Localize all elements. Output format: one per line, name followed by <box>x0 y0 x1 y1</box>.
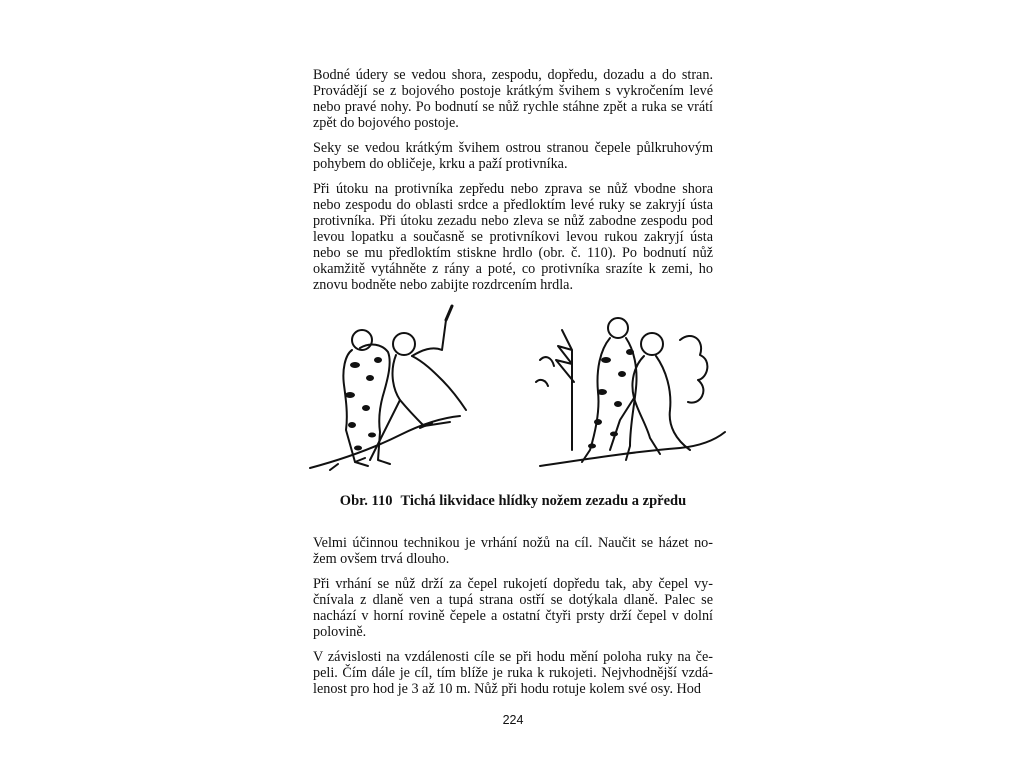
paragraph: Velmi účinnou technikou je vrhání nožů na cíl. Naučit se házet no-žem ovšem trvá dlouho. <box>313 535 713 567</box>
figure-title: Tichá likvidace hlídky nožem zezadu a zpředu <box>400 493 687 509</box>
illustration-figure-110 <box>300 300 730 480</box>
paragraph: Bodné údery se vedou shora, zespodu, dopředu, dozadu a do stran. Provádějí se z bojového postoje krátkým švihem s vykročením levé nebo pravé nohy. Po bodnutí se nůž rychle stáhne zpět a ruka se vrátí zpět do bojového postoje. <box>313 67 713 131</box>
text-block-top <box>313 67 713 302</box>
figure-caption <box>313 493 713 510</box>
paragraph: Při útoku na protivníka zepředu nebo zprava se nůž vbodne shora nebo zespodu do oblasti srdce a předloktím levé ruky se zakryjí ústa protivníka. Při útoku zezadu nebo zleva se nůž zabodne zespodu pod levou lopatku a současně se protivníkovi levou rukou zakryjí ústa nebo se mu předloktím stiskne hrdlo (obr. č. 110). Po bodnutí nůž okamžitě vytáhněte z rány a poté, co protivníka srazíte k zemi, ho znovu bodněte nebo zabijte rozdrcením hrdla. <box>313 181 713 293</box>
text-block-bottom <box>313 535 713 706</box>
knife-attack-illustration <box>300 300 730 480</box>
paragraph: Při vrhání se nůž drží za čepel rukojetí dopředu tak, aby čepel vy-čnívala z dlaně ven a tupá strana ostří se dotýkala dlaně. Palec se nachází v horní rovině čepele a ostatní čtyři prsty drží čepel v dolní polovině. <box>313 576 713 640</box>
figure-number: Obr. 110 <box>339 493 393 509</box>
page-number: 224 <box>502 713 524 727</box>
paragraph: Seky se vedou krátkým švihem ostrou stranou čepele půlkruhovým pohybem do obličeje, krku a paží protivníka. <box>313 140 713 172</box>
paragraph: V závislosti na vzdálenosti cíle se při hodu mění poloha ruky na če-peli. Čím dále je cíl, tím blíže je ruka k rukojeti. Nejvhodnější vzdá-lenost pro hod je 3 až 10 m. Nůž při hodu rotuje kolem své osy. Hod <box>313 649 713 697</box>
